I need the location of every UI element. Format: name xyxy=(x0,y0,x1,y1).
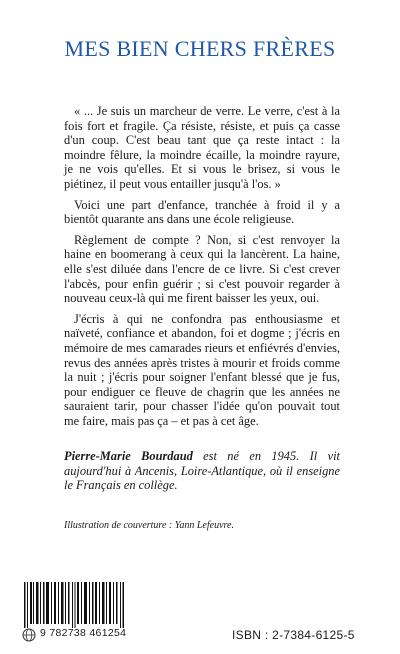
author-bio-text: est né en 1945. Il vit aujourd'hui à Ancenis, Loire-Atlantique, où il enseigne le Français en collège. xyxy=(64,449,340,493)
paragraph-quote: « ... Je suis un marcheur de verre. Le verre, c'est à la fois fort et fragile. Ça résiste, résiste, et puis ça casse d'un coup. C'est beau tant que ça reste intact : la moindre fêlure, la moindre écaille, la moindre rayure, je ne vois qu'elles. Et si vous le brisez, si vous le piétinez, il peut vous entailler jusqu'à l'os. » xyxy=(64,104,340,191)
paragraph-settlement: Règlement de compte ? Non, si c'est renvoyer la haine en boomerang à ceux qui la lancèrent. La haine, elle s'est diluée dans l'encre de ce livre. Si c'est crever l'abcès, pour enfin guérir ; si c'est pouvoir regarder à nouveau ceux-là qui me firent baisser les yeux, oui. xyxy=(64,232,340,306)
barcode-icon xyxy=(20,582,130,628)
author-bio xyxy=(64,449,340,493)
paragraph-childhood: Voici une part d'enfance, tranchée à froid il y a bientôt quarante ans dans une école religieuse. xyxy=(64,197,340,227)
illustration-credit: Illustration de couverture : Yann Lefeuvre. xyxy=(64,520,234,531)
globe-icon xyxy=(22,628,36,642)
author-name: Pierre-Marie Bourdaud xyxy=(64,449,193,463)
isbn-label: ISBN : 2-7384-6125-5 xyxy=(232,628,355,642)
barcode-number: 9 782738 461254 xyxy=(40,627,127,639)
paragraph-writing: J'écris à qui ne confondra pas enthousiasme et naïveté, confiance et abandon, foi et dogme ; j'écris en mémoire de mes camarades rieurs et enfiévrés d'envies, revus des années après tristes à mourir et froids comme la nuit ; j'écris pour soigner l'enfant blessé que je fus, pour endiguer ce fleuve de chagrin que les années ne sauraient tarir, pour chasser l'idée qu'on pouvait tout me faire, mais pas ça – et pas à cet âge. xyxy=(64,311,340,428)
book-title: MES BIEN CHERS FRÈRES xyxy=(64,36,336,61)
back-cover-text xyxy=(64,104,340,434)
